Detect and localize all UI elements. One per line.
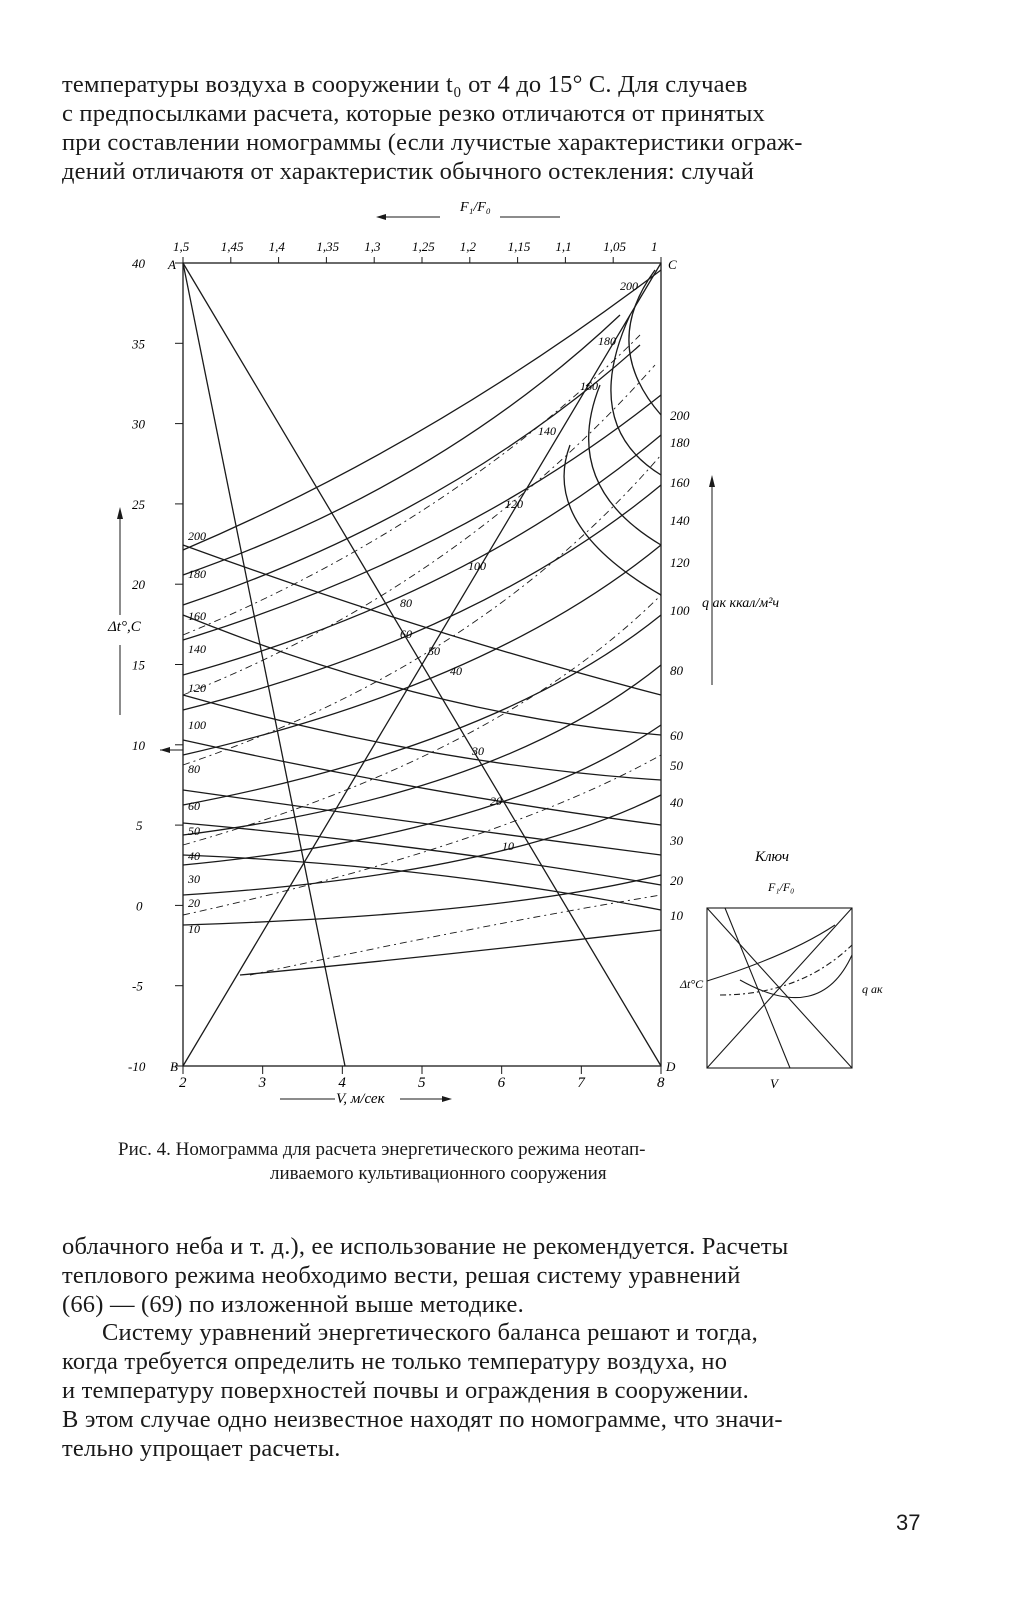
text-line: когда требуется определить не только температуру воздуха, но	[62, 1348, 728, 1375]
bottom-tick-label: 4	[338, 1075, 346, 1091]
bottom-paragraph-2	[62, 1318, 936, 1463]
top-tick-label: 1,05	[603, 239, 626, 254]
key-bottom-label: V	[770, 1076, 778, 1091]
inner-curve-label: 200	[620, 279, 638, 293]
curve-60	[183, 615, 661, 805]
top-tick-label: 1,4	[268, 239, 285, 254]
left-tick-label: -5	[132, 978, 143, 994]
inner-curve-label: 50	[428, 644, 440, 658]
text-line: (66) — (69) по изложенной выше методике.	[62, 1291, 524, 1318]
right-tick-label: 160	[670, 475, 690, 490]
text-line: дений отличаютя от характеристик обычного остекления: случай	[62, 158, 755, 185]
top-tick-label: 1,45	[220, 239, 244, 254]
arrow-right-icon	[442, 1096, 452, 1102]
top-tick-label: 1,25	[412, 239, 435, 254]
dashed-curve	[183, 365, 655, 695]
curve-label: 120	[188, 681, 206, 695]
curve-200	[183, 270, 661, 550]
descending-curve	[183, 855, 661, 910]
right-tick-label: 10	[670, 908, 683, 923]
left-tick-label: 35	[132, 336, 145, 352]
curve-label: 80	[188, 762, 200, 776]
left-tick-label: 25	[132, 496, 145, 512]
left-tick-label: -10	[128, 1059, 146, 1074]
inner-curve-label: 20	[490, 794, 502, 808]
right-axis-label: q ак ккал/м²ч	[702, 596, 780, 611]
key-top-label: F₁/F₀	[768, 880, 795, 894]
top-paragraph	[62, 70, 936, 186]
top-tick-label: 1,5	[173, 239, 190, 254]
left-tick-label: 15	[132, 657, 145, 673]
top-tick-label: 1	[651, 239, 658, 254]
inner-curve-label: 180	[598, 334, 616, 348]
dashed-curve	[183, 335, 640, 635]
top-tick-label: 1,1	[555, 239, 572, 254]
inner-curve-label: 160	[580, 379, 598, 393]
curve-label: 40	[188, 849, 200, 863]
right-tick-label: 30	[670, 833, 683, 848]
left-tick-label: 30	[132, 416, 145, 432]
top-tick-label: 1,3	[364, 239, 381, 254]
descending-curve	[183, 823, 661, 885]
text-line: Систему уравнений энергетического баланса решают и тогда,	[102, 1319, 758, 1346]
inner-curve-label: 120	[505, 497, 523, 511]
arrow-left-icon	[160, 747, 170, 753]
dashed-curve	[183, 595, 661, 845]
hook-curve	[564, 445, 661, 595]
curve-label: 200	[188, 529, 206, 543]
inner-curve-label: 30	[472, 744, 484, 758]
corner-label-c: C	[668, 257, 677, 272]
text-line: тельно упрощает расчеты.	[62, 1435, 341, 1462]
key-left-label: Δt°C	[680, 977, 704, 991]
dashed-curve	[183, 755, 661, 915]
curve-label: 30	[188, 872, 200, 886]
arrow-left-icon	[376, 214, 386, 220]
corner-label-d: D	[666, 1059, 676, 1074]
right-tick-label: 120	[670, 555, 690, 570]
curve-120	[183, 435, 661, 675]
descending-curve	[183, 790, 661, 855]
inner-curve-label: 80	[400, 596, 412, 610]
top-tick-label: 1,35	[316, 239, 340, 254]
inner-curve-label: 140	[538, 424, 556, 438]
right-tick-label: 200	[670, 408, 690, 423]
bottom-tick-label: 7	[577, 1075, 585, 1091]
arrow-up-icon	[709, 475, 715, 487]
descending-curve	[183, 615, 661, 735]
curve-label: 50	[188, 824, 200, 838]
inner-curve-label: 100	[468, 559, 486, 573]
right-tick-label: 20	[670, 873, 683, 888]
text-line: и температуру поверхностей почвы и ограждения в сооружении.	[62, 1377, 749, 1404]
left-tick-label: 10	[132, 737, 145, 753]
curve-label: 140	[188, 642, 206, 656]
text-line: облачного неба и т. д.), ее использование не рекомендуется. Расчеты	[62, 1233, 789, 1260]
curve-160	[183, 345, 640, 605]
right-tick-label: 60	[670, 728, 683, 743]
nomogram-figure	[100, 195, 900, 1125]
left-tick-label: 40	[132, 256, 145, 271]
curve-label: 160	[188, 609, 206, 623]
descending-curve	[183, 740, 661, 825]
bottom-tick-label: 8	[657, 1075, 665, 1091]
curve-label: 20	[188, 896, 200, 910]
bottom-tick-label: 6	[497, 1075, 506, 1091]
bottom-paragraph-1	[62, 1232, 936, 1319]
inner-curve-label: 10	[502, 839, 514, 853]
caption-line: Рис. 4. Номограмма для расчета энергетического режима неотап-	[118, 1139, 646, 1160]
inner-curve-label: 60	[400, 627, 412, 641]
left-axis-label: Δt°,C	[108, 619, 141, 635]
bottom-tick-label: 3	[258, 1075, 267, 1091]
hook-curve	[589, 385, 661, 545]
left-tick-label: 20	[132, 577, 145, 593]
inner-curve-label: 40	[450, 664, 462, 678]
bottom-tick-label: 2	[179, 1075, 187, 1091]
left-tick-label: 5	[136, 818, 143, 834]
dashed-curve	[183, 455, 661, 765]
curve-20	[183, 875, 661, 925]
curve-label: 60	[188, 799, 200, 813]
bottom-axis-label: V, м/сек	[336, 1091, 385, 1107]
curve-label: 100	[188, 718, 206, 732]
arrow-up-icon	[117, 507, 123, 519]
corner-label-b: B	[170, 1059, 178, 1074]
right-tick-label: 80	[670, 663, 683, 678]
curve-label: 10	[188, 922, 200, 936]
left-tick-label: 0	[136, 898, 143, 914]
curve-label: 180	[188, 567, 206, 581]
right-tick-label: 140	[670, 513, 690, 528]
right-tick-label: 100	[670, 603, 690, 618]
curve-80	[183, 545, 661, 755]
curve-180	[183, 315, 620, 575]
top-tick-label: 1,2	[459, 239, 477, 254]
top-axis-label: F₁/F₀	[460, 200, 491, 215]
corner-label-a: A	[168, 257, 176, 272]
figure-caption	[118, 1138, 918, 1186]
text-line: при составлении номограммы (если лучистые характеристики ограж-	[62, 129, 803, 156]
caption-line: ливаемого культивационного сооружения	[270, 1163, 607, 1184]
right-tick-label: 180	[670, 435, 690, 450]
top-tick-label: 1,15	[507, 239, 531, 254]
text-line: В этом случае одно неизвестное находят по номограмме, что значи-	[62, 1406, 783, 1433]
text-line: температуры воздуха в сооружении t₀ от 4 до 15° С. Для случаев	[62, 71, 748, 98]
bottom-tick-label: 5	[418, 1075, 426, 1091]
curve-10	[240, 930, 661, 975]
page-number: 37	[896, 1510, 921, 1535]
key-title: Ключ	[755, 849, 790, 865]
curve-40	[183, 725, 661, 865]
text-line: с предпосылками расчета, которые резко отличаются от принятых	[62, 100, 765, 127]
text-line: теплового режима необходимо вести, решая систему уравнений	[62, 1262, 741, 1289]
key-right-label: q ак	[862, 982, 883, 996]
right-tick-label: 50	[670, 758, 683, 773]
right-tick-label: 40	[670, 795, 683, 810]
key-inset	[707, 908, 852, 1068]
